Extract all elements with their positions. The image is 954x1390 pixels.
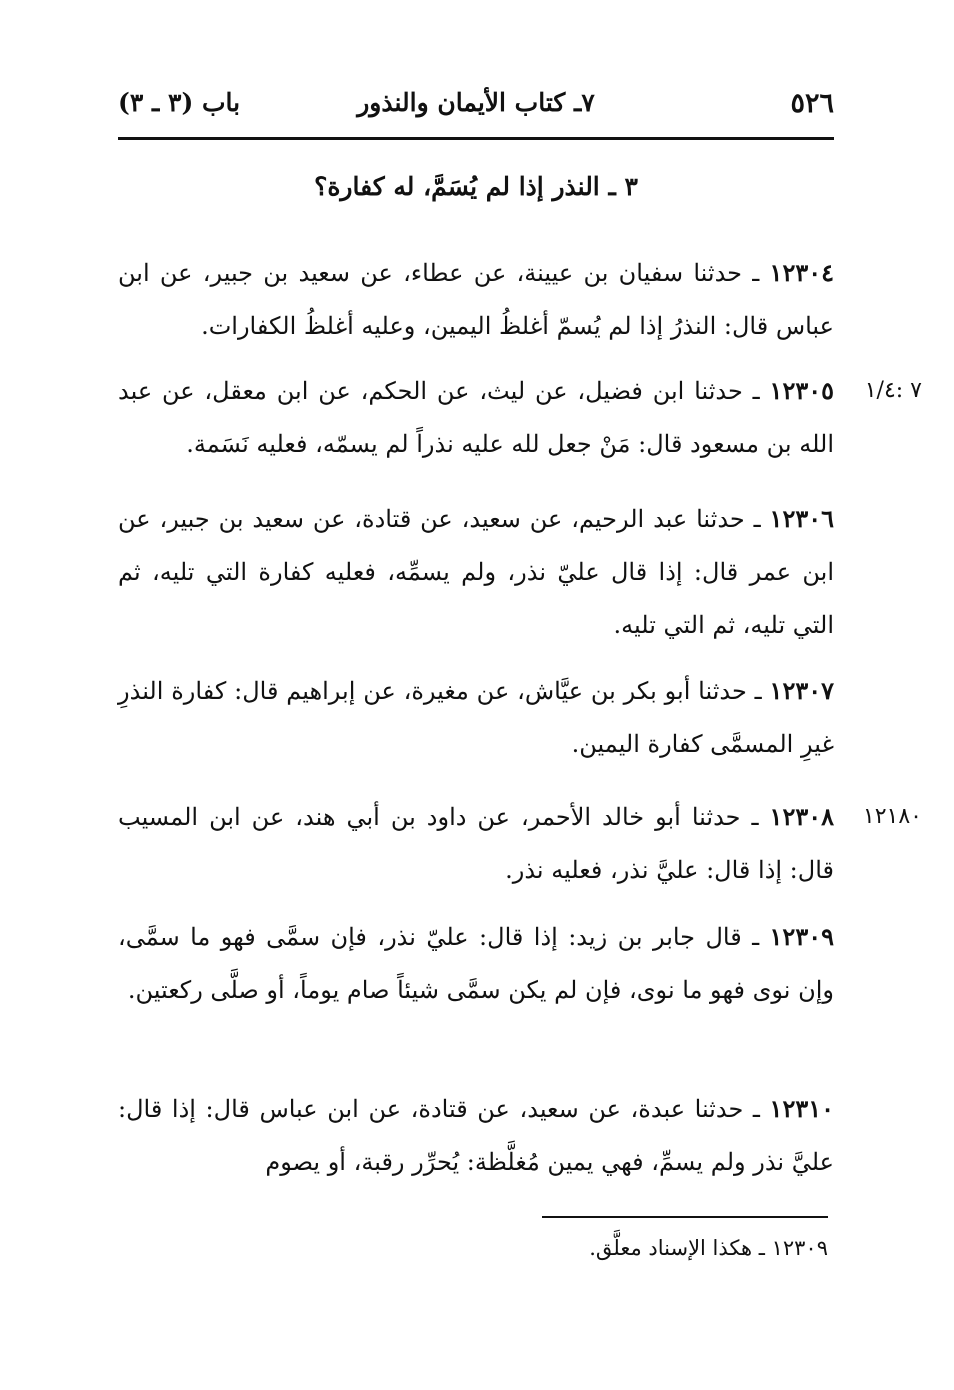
margin-reference: ٧ :١/٤ [864, 378, 922, 403]
page-number: ٥٢٦ [790, 88, 834, 119]
hadith-entry [118, 664, 834, 771]
hadith-number: ١٢٣٠٤ [769, 258, 834, 287]
margin-reference: ١٢١٨٠ [862, 804, 922, 829]
hadith-text: ـ حدثنا أبو بكر بن عيَّاش، عن مغيرة، عن إبراهيم قال: كفارة النذرِ غيرِ المسمَّى كفارة اليمين. [118, 677, 834, 758]
hadith-number: ١٢٣٠٥ [769, 376, 834, 405]
header-divider [118, 137, 834, 140]
hadith-entry [118, 246, 834, 353]
footnote: ١٢٣٠٩ ـ هكذا الإسناد معلَّق. [589, 1236, 828, 1260]
page-header [118, 88, 834, 128]
hadith-number: ١٢٣١٠ [769, 1094, 834, 1123]
hadith-number: ١٢٣٠٨ [769, 802, 834, 831]
hadith-number: ١٢٣٠٩ [769, 922, 834, 951]
hadith-number: ١٢٣٠٧ [769, 676, 834, 705]
hadith-text: ـ قال جابر بن زيد: إذا قال: عليّ نذر، فإن سمَّى فهو ما سمَّى، وإن نوى فهو ما نوى، فإن لم يكن سمَّى شيئاً صام يوماً، أو صلَّى ركعتين. [118, 923, 834, 1004]
hadith-text: ـ حدثنا ابن فضيل، عن ليث، عن الحكم، عن ابن معقل، عن عبد الله بن مسعود قال: مَنْ جعل لله عليه نذراً لم يسمّه، فعليه نَسَمة. [118, 377, 834, 458]
hadith-entry [118, 1082, 834, 1189]
hadith-number: ١٢٣٠٦ [769, 504, 834, 533]
hadith-entry [118, 492, 834, 652]
chapter-reference: باب (٣ ـ ٣) [118, 88, 241, 117]
hadith-text: ـ حدثنا أبو خالد الأحمر، عن داود بن أبي هند، عن ابن المسيب قال: إذا قال: عليَّ نذر، فعليه نذر. [118, 803, 834, 884]
footnote-divider [542, 1216, 828, 1218]
book-title: ٧ـ كتاب الأيمان والنذور [357, 88, 595, 117]
hadith-entry [118, 910, 834, 1017]
hadith-text: ـ حدثنا عبد الرحيم، عن سعيد، عن قتادة، عن سعيد بن جبير، عن ابن عمر قال: إذا قال عليّ نذر، ولم يسمِّه، فعليه كفارة التي تليه، ثم التي تليه، ثم التي تليه. [118, 505, 834, 639]
section-title: ٣ ـ النذر إذا لم يُسَمَّ، له كفارة؟ [314, 172, 638, 201]
hadith-entry [118, 790, 834, 897]
hadith-entry [118, 364, 834, 471]
hadith-text: ـ حدثنا سفيان بن عيينة، عن عطاء، عن سعيد بن جبير، عن ابن عباس قال: النذرُ إذا لم يُسمّ أغلظُ اليمين، وعليه أغلظُ الكفارات. [118, 259, 834, 340]
hadith-text: ـ حدثنا عبدة، عن سعيد، عن قتادة، عن ابن عباس قال: إذا قال: عليَّ نذر ولم يسمِّ، فهي يمين مُغلَّظة: يُحرِّر رقبة، أو يصوم [118, 1095, 834, 1176]
